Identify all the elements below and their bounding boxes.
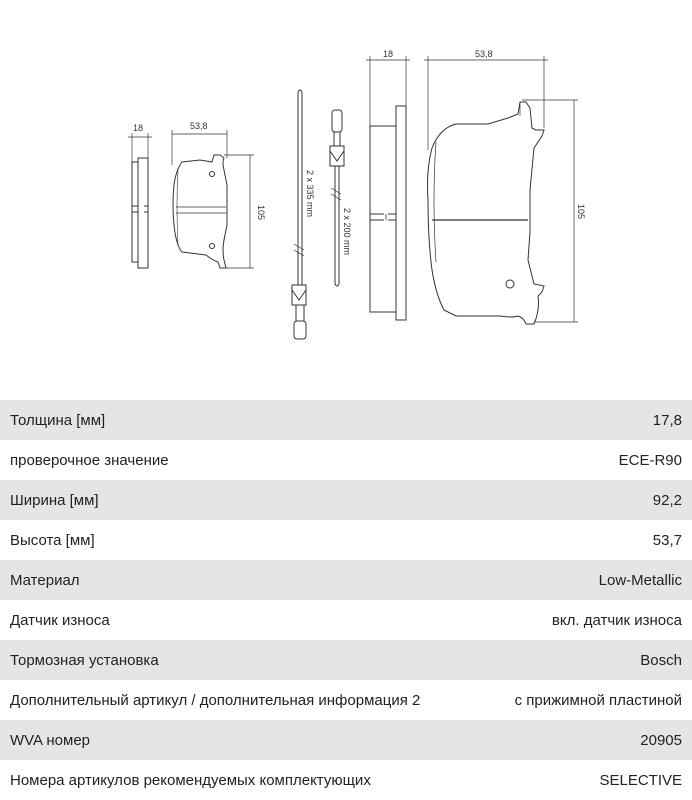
spec-row — [0, 760, 692, 800]
large-width-label: 53,8 — [475, 49, 493, 59]
spec-label: проверочное значение — [10, 451, 169, 469]
spec-row — [0, 720, 692, 760]
spec-label: Тормозная установка — [10, 651, 159, 669]
large-height-label: 105 — [576, 204, 586, 220]
spec-label: Высота [мм] — [10, 531, 95, 549]
small-pad-front-view — [173, 155, 227, 268]
spec-value: 92,2 — [652, 491, 682, 509]
spec-row — [0, 640, 692, 680]
large-width-dimension — [424, 56, 548, 150]
spec-value: 20905 — [640, 731, 682, 749]
wear-sensor-short — [330, 110, 344, 286]
spec-label: WVA номер — [10, 731, 91, 749]
spec-value: с прижимной пластиной — [514, 691, 682, 709]
spec-label: Дополнительный артикул / дополнительная информация 2 — [10, 691, 421, 709]
spec-value: ECE-R90 — [618, 451, 682, 469]
spec-value: Bosch — [640, 651, 682, 669]
spec-row — [0, 680, 692, 720]
spec-row — [0, 480, 692, 520]
large-pad-side-view — [370, 106, 406, 320]
spec-value: Low-Metallic — [598, 571, 682, 589]
spec-value: SELECTIVE — [599, 771, 682, 789]
small-thickness-label: 18 — [133, 123, 144, 133]
wear-sensor-long — [292, 90, 306, 339]
small-pad-side-view — [132, 158, 148, 268]
small-width-label: 53,8 — [190, 121, 208, 131]
spec-label: Материал — [10, 571, 80, 589]
spec-label: Ширина [мм] — [10, 491, 99, 509]
spec-value: вкл. датчик износа — [551, 611, 682, 629]
spec-row — [0, 600, 692, 640]
wire-long-label: 2 x 335 mm — [305, 170, 315, 218]
spec-label: Толщина [мм] — [10, 411, 106, 429]
spec-row — [0, 400, 692, 440]
large-thickness-dimension — [366, 56, 410, 126]
spec-label: Номера артикулов рекомендуемых комплектующих — [10, 771, 371, 789]
small-height-label: 105 — [256, 205, 266, 221]
wire-short-label: 2 x 200 mm — [342, 208, 352, 256]
small-height-dimension — [224, 155, 254, 268]
large-pad-front-view — [428, 102, 545, 324]
spec-value: 53,7 — [652, 531, 682, 549]
large-thickness-label: 18 — [383, 49, 394, 59]
spec-row — [0, 520, 692, 560]
spec-row — [0, 440, 692, 480]
spec-value: 17,8 — [652, 411, 682, 429]
specs-table — [0, 400, 692, 800]
spec-label: Датчик износа — [10, 611, 110, 629]
spec-row — [0, 560, 692, 600]
